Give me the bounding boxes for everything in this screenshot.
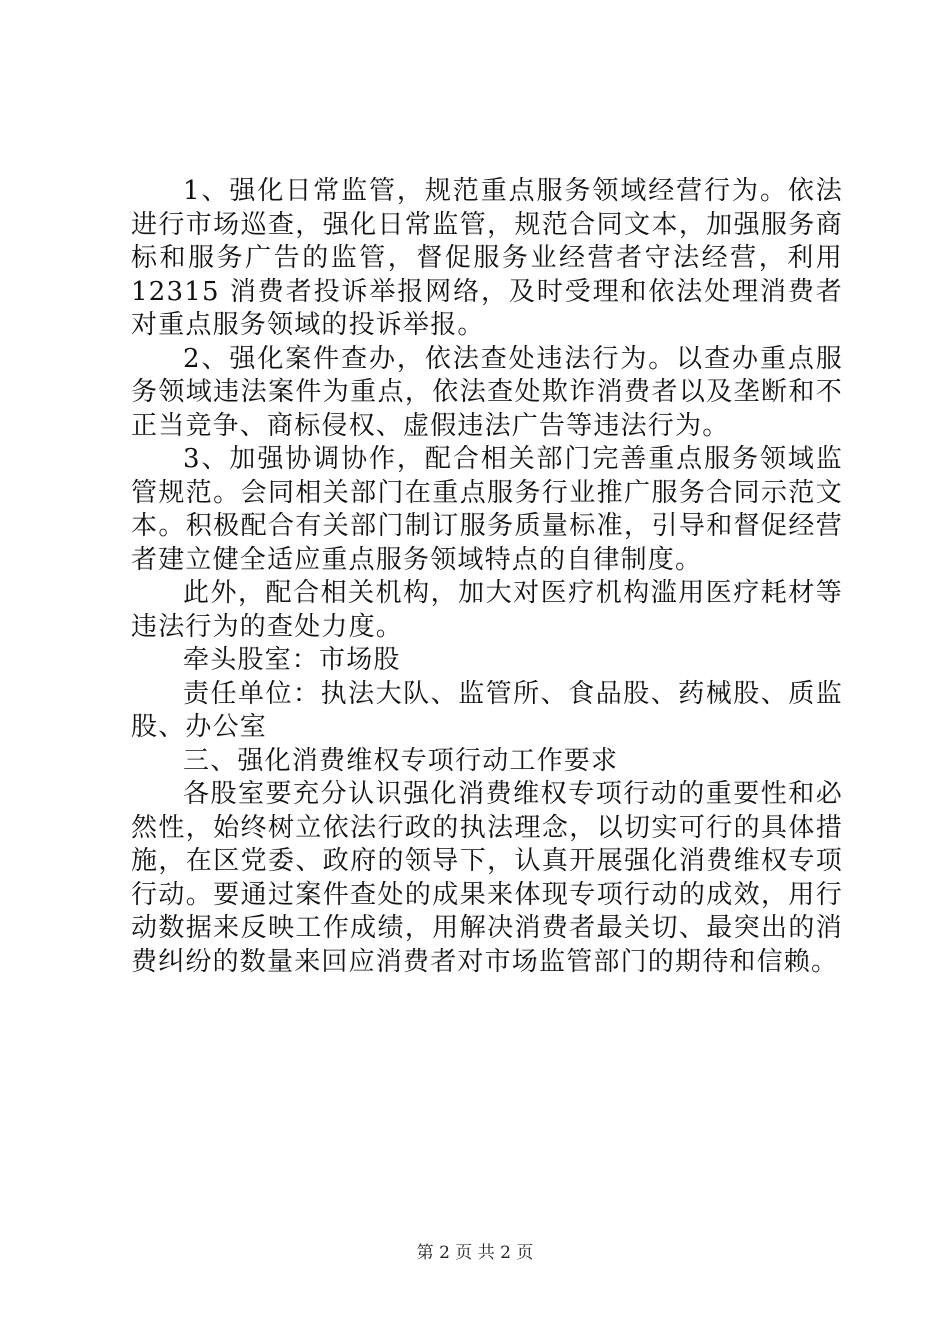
paragraph-responsible-units: 责任单位：执法大队、监管所、食品股、药械股、质监股、办公室 [131,678,843,742]
section-heading-requirements: 三、强化消费维权专项行动工作要求 [183,745,619,776]
page-number-footer: 第 2 页 共 2 页 [416,1243,534,1263]
paragraph-requirements: 各股室要充分认识强化消费维权专项行动的重要性和必然性，始终树立依法行政的执法理念，以切实可行的具体措施，在区党委、政府的领导下，认真开展强化消费维权专项行动。要通过案件查处的成果来体现专项行动的成效，用行动数据来反映工作成绩，用解决消费者最关切、最突出的消费纠纷的数量来回应消费者对市场监管部门的期待和信赖。 [131,779,843,977]
paragraph-supervision: 1、强化日常监管，规范重点服务领域经营行为。依法进行市场巡查，强化日常监管，规范合同文本，加强服务商标和服务广告的监管，督促服务业经营者守法经营，利用 12315 消费者投诉举报网络，及时受理和依法处理消费者对重点服务领域的投诉举报。 [131,176,843,340]
paragraph-case-handling: 2、强化案件查办，依法查处违法行为。以查办重点服务领域违法案件为重点，依法查处欺诈消费者以及垄断和不正当竞争、商标侵权、虚假违法广告等违法行为。 [131,343,843,441]
paragraph-lead-office: 牵头股室：市场股 [183,645,401,675]
document-body [131,175,843,979]
paragraph-medical-supplies: 此外，配合相关机构，加大对医疗机构滥用医疗耗材等违法行为的查处力度。 [131,578,843,642]
paragraph-coordination: 3、加强协调协作，配合相关部门完善重点服务领域监管规范。会同相关部门在重点服务行业推广服务合同示范文本。积极配合有关部门制订服务质量标准，引导和督促经营者建立健全适应重点服务领域特点的自律制度。 [131,444,843,575]
